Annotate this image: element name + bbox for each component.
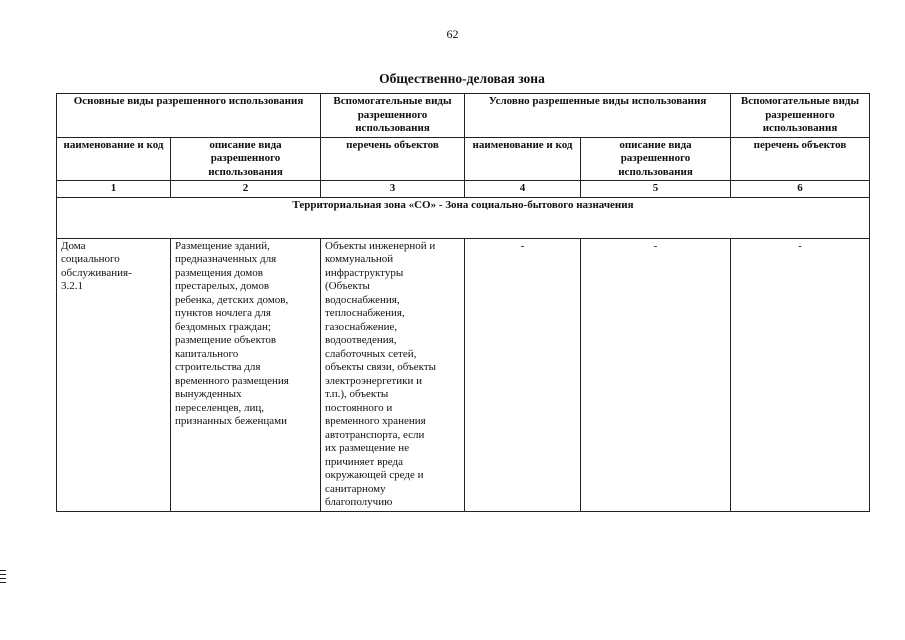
- cell-cond-name-code: -: [465, 238, 581, 511]
- column-number: 2: [171, 181, 321, 198]
- zone-title-row: [57, 197, 870, 238]
- column-number: 3: [321, 181, 465, 198]
- zoning-table: [56, 93, 870, 512]
- column-number-row: [57, 181, 870, 198]
- zone-title: Территориальная зона «СО» - Зона социально-бытового назначения: [57, 197, 870, 238]
- column-number: 4: [465, 181, 581, 198]
- subheader-description: описание вида разрешенного использования: [171, 137, 321, 181]
- subheader-cond-name-code: наименование и код: [465, 137, 581, 181]
- margin-scan-mark: [0, 570, 6, 586]
- subheader-cond-description: описание вида разрешенного использования: [581, 137, 731, 181]
- header-conditional-auxiliary-uses: Вспомогательные виды разрешенного использования: [731, 94, 870, 138]
- subheader-cond-objects-list: перечень объектов: [731, 137, 870, 181]
- document-title: Общественно-деловая зона: [379, 71, 545, 86]
- header-main-uses: Основные виды разрешенного использования: [57, 94, 321, 138]
- sub-header-row: [57, 137, 870, 181]
- cell-objects-list: Объекты инженерной и коммунальной инфраструктуры (Объекты водоснабжения, теплоснабжения, газоснабжение, водоотведения, слаботочных сетей, объекты связи, объекты электроэнергетики и т.п.), объекты постоянного и временного хранения автотранспорта, если их размещение не причиняет вреда окружающей среде и санитарному благополучию: [321, 238, 465, 511]
- cell-cond-objects-list: -: [731, 238, 870, 511]
- column-number: 1: [57, 181, 171, 198]
- group-header-row: [57, 94, 870, 138]
- cell-description: Размещение зданий, предназначенных для размещения домов престарелых, домов ребенка, детских домов, пунктов ночлега для бездомных граждан; размещение объектов капитального строительства для временного размещения вынужденных переселенцев, лиц, признанных беженцами: [171, 238, 321, 511]
- page-number: 62: [446, 27, 459, 41]
- header-auxiliary-uses: Вспомогательные виды разрешенного использования: [321, 94, 465, 138]
- subheader-objects-list: перечень объектов: [321, 137, 465, 181]
- header-conditional-uses: Условно разрешенные виды использования: [465, 94, 731, 138]
- column-number: 6: [731, 181, 870, 198]
- subheader-name-code: наименование и код: [57, 137, 171, 181]
- cell-name-code: Дома социального обслуживания- 3.2.1: [57, 238, 171, 511]
- column-number: 5: [581, 181, 731, 198]
- table-row: [57, 238, 870, 511]
- cell-cond-description: -: [581, 238, 731, 511]
